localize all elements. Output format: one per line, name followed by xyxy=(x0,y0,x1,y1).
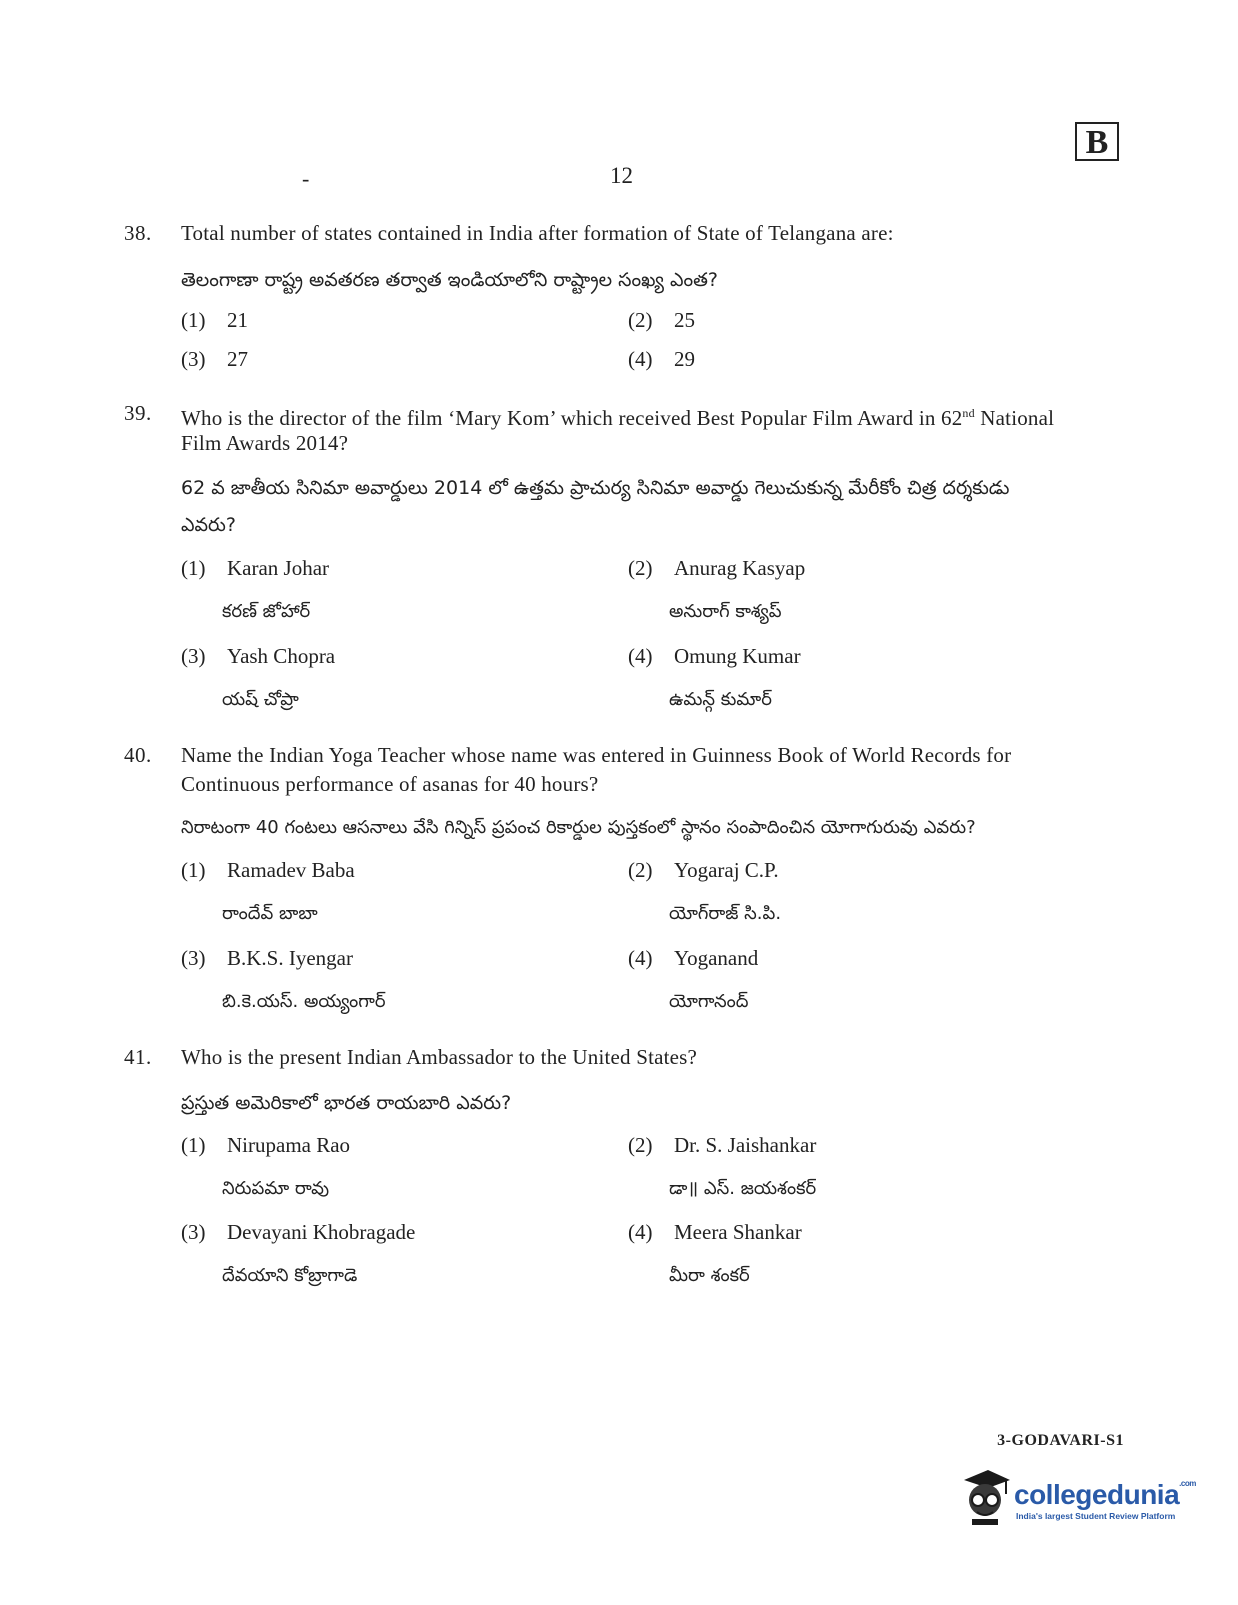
question-text-english-line2: Continuous performance of asanas for 40 hours? xyxy=(181,772,599,796)
option-text: Devayani Khobragade xyxy=(227,1220,416,1244)
option-number: (2) xyxy=(628,308,653,332)
option-text: 27 xyxy=(227,347,248,371)
option-3-telugu: యష్ చోప్రా xyxy=(222,689,299,710)
option-1 xyxy=(181,1133,350,1158)
option-text: Ramadev Baba xyxy=(227,858,355,882)
option-1 xyxy=(181,556,329,581)
option-2-telugu: యోగ్‌రాజ్ సి.పి. xyxy=(669,903,782,924)
brand-name: collegedunia xyxy=(1014,1479,1180,1510)
option-number: (3) xyxy=(181,644,206,668)
question-number: 39. xyxy=(124,401,152,425)
option-number: (4) xyxy=(628,347,653,371)
option-4-telugu: మీరా శంకర్ xyxy=(669,1265,750,1286)
option-text: Yogaraj C.P. xyxy=(674,858,779,882)
question-text-english: Name the Indian Yoga Teacher whose name was entered in Guinness Book of World Records for xyxy=(181,743,1012,767)
option-number: (4) xyxy=(628,1220,653,1244)
brand-suffix: .com xyxy=(1179,1479,1196,1488)
question-text-telugu: 62 వ జాతీయ సినిమా అవార్డులు 2014 లో ఉత్తమ ప్రాచుర్య సినిమా అవార్డు గెలుచుకున్న మేరీకోం చిత్ర దర్శకుడు xyxy=(181,477,1010,499)
option-3 xyxy=(181,946,353,971)
option-4-telugu: ఉమన్గ్ కుమార్ xyxy=(669,689,772,710)
question-text-telugu: నిరాటంగా 40 గంటలు ఆసనాలు వేసి గిన్నిస్ ప్రపంచ రికార్డుల పుస్తకంలో స్థానం సంపాదించిన యోగాగురువు ఎవరు? xyxy=(181,817,976,838)
option-3-telugu: బి.కె.యస్. అయ్యంగార్ xyxy=(222,991,386,1012)
brand-tagline: India's largest Student Review Platform xyxy=(1016,1511,1176,1521)
option-number: (1) xyxy=(181,1133,206,1157)
option-1 xyxy=(181,858,355,883)
option-2 xyxy=(628,1133,816,1158)
option-number: (3) xyxy=(181,1220,206,1244)
option-text: Anurag Kasyap xyxy=(674,556,806,580)
option-text: 29 xyxy=(674,347,695,371)
option-number: (3) xyxy=(181,347,206,371)
option-1-telugu: రాందేవ్ బాబా xyxy=(222,903,318,924)
ordinal-superscript: nd xyxy=(962,406,975,420)
option-text: Yash Chopra xyxy=(227,644,336,668)
page-number: 12 xyxy=(610,163,633,188)
question-text-part: Who is the director of the film ‘Mary Kom’ which received Best Popular Film Award in 62 xyxy=(181,406,963,430)
option-text: Omung Kumar xyxy=(674,644,801,668)
option-text: 21 xyxy=(227,308,248,332)
question-text-english: Total number of states contained in India after formation of State of Telangana are: xyxy=(181,221,894,245)
question-set-badge: B xyxy=(1075,122,1119,161)
option-3-telugu: దేవయాని కోబ్రాగాడె xyxy=(222,1265,358,1286)
option-number: (4) xyxy=(628,946,653,970)
option-text: Meera Shankar xyxy=(674,1220,802,1244)
question-number: 41. xyxy=(124,1045,152,1069)
mascot-logo-icon xyxy=(958,1466,1012,1528)
option-number: (2) xyxy=(628,858,653,882)
option-3 xyxy=(181,1220,415,1245)
option-2-telugu: డా॥ ఎస్. జయశంకర్ xyxy=(669,1178,817,1199)
option-text: Yoganand xyxy=(674,946,759,970)
paper-code: 3-GODAVARI-S1 xyxy=(997,1432,1124,1449)
header-dash: - xyxy=(302,166,310,191)
option-number: (1) xyxy=(181,858,206,882)
option-4-telugu: యోగానంద్ xyxy=(669,991,749,1012)
question-text-telugu: తెలంగాణా రాష్ట్ర అవతరణ తర్వాత ఇండియాలోని రాష్ట్రాల సంఖ్య ఎంత? xyxy=(181,269,718,291)
option-text: Karan Johar xyxy=(227,556,330,580)
option-1 xyxy=(181,308,248,333)
option-number: (2) xyxy=(628,1133,653,1157)
option-text: B.K.S. Iyengar xyxy=(227,946,353,970)
option-4 xyxy=(628,946,758,971)
question-number: 38. xyxy=(124,221,152,245)
option-number: (4) xyxy=(628,644,653,668)
option-number: (3) xyxy=(181,946,206,970)
question-text-english-line2: Film Awards 2014? xyxy=(181,431,349,455)
question-text-telugu: ప్రస్తుత అమెరికాలో భారత రాయబారి ఎవరు? xyxy=(181,1092,512,1114)
option-number: (1) xyxy=(181,556,206,580)
option-3 xyxy=(181,347,248,372)
question-number: 40. xyxy=(124,743,152,767)
question-text-part: National xyxy=(974,406,1055,430)
option-text: Dr. S. Jaishankar xyxy=(674,1133,817,1157)
option-1-telugu: కరణ్ జోహార్ xyxy=(222,601,311,622)
option-text: 25 xyxy=(674,308,695,332)
option-3 xyxy=(181,644,335,669)
brand-wordmark xyxy=(1014,1479,1196,1511)
option-2-telugu: అనురాగ్ కాశ్యప్ xyxy=(669,601,782,622)
question-text-telugu-line2: ఎవరు? xyxy=(181,514,236,536)
option-4 xyxy=(628,1220,802,1245)
question-text-english: Who is the present Indian Ambassador to the United States? xyxy=(181,1045,698,1069)
option-2 xyxy=(628,308,695,333)
option-number: (2) xyxy=(628,556,653,580)
option-number: (1) xyxy=(181,308,206,332)
option-4 xyxy=(628,644,801,669)
option-text: Nirupama Rao xyxy=(227,1133,351,1157)
option-2 xyxy=(628,858,779,883)
option-4 xyxy=(628,347,695,372)
option-1-telugu: నిరుపమా రావు xyxy=(222,1178,330,1199)
option-2 xyxy=(628,556,805,581)
